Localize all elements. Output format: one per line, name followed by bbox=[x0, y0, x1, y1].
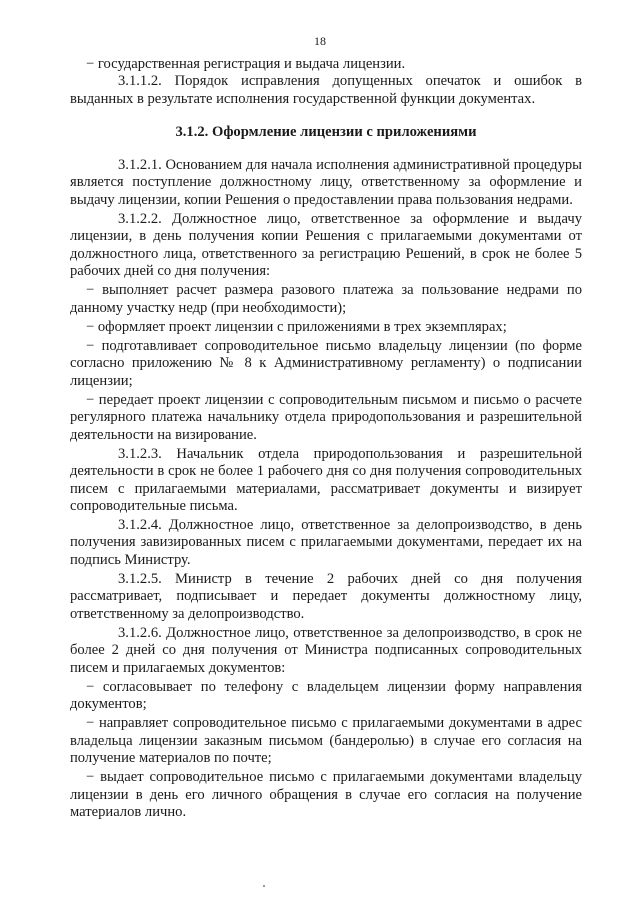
paragraph: 3.1.2.6. Должностное лицо, ответственное за делопроизводство, в срок не более 2 дней со дня получения от Министра подписанных сопроводительных писем и прилагаемых документов: bbox=[70, 624, 582, 676]
list-item: − выполняет расчет размера разового платежа за пользование недрами по данному участку недр (при необходимости); bbox=[70, 282, 582, 316]
section-heading: 3.1.2. Оформление лицензии с приложениями bbox=[175, 123, 477, 140]
list-item: − подготавливает сопроводительное письмо владельцу лицензии (по форме согласно приложению № 8 к Административному регламенту) о подписании лицензии; bbox=[70, 338, 582, 389]
scan-artifact bbox=[263, 885, 265, 887]
list-item: − оформляет проект лицензии с приложениями в трех экземплярах; bbox=[86, 318, 507, 335]
paragraph: 3.1.1.2. Порядок исправления допущенных опечаток и ошибок в выданных в результате исполнения государственной функции документах. bbox=[70, 73, 582, 107]
paragraph: 3.1.2.2. Должностное лицо, ответственное за оформление и выдачу лицензии, в день получения копии Решения с прилагаемыми документами от должностного лица, ответственного за регистрацию Решений, в срок не более 5 рабочих дней со дня получения: bbox=[70, 211, 582, 279]
list-item: − согласовывает по телефону с владельцем лицензии форму направления документов; bbox=[70, 678, 582, 713]
paragraph: 3.1.2.1. Основанием для начала исполнения административной процедуры является поступление должностному лицу, ответственному за оформление и выдачу лицензии, копии Решения о предоставлении права пользования недрами. bbox=[70, 157, 582, 208]
list-item: − государственная регистрация и выдача лицензии. bbox=[86, 56, 406, 72]
list-item: − направляет сопроводительное письмо с прилагаемыми документами в адрес владельца лицензии заказным письмом (бандеролью) в случае его согласия на получение материалов по почте; bbox=[70, 715, 582, 766]
document-body bbox=[70, 56, 582, 821]
paragraph: 3.1.2.3. Начальник отдела природопользования и разрешительной деятельности в срок не более 1 рабочего дня со дня получения сопроводительных писем с прилагаемыми материалами, рассматривает документы и визирует сопроводительные письма. bbox=[70, 445, 582, 514]
paragraph: 3.1.2.5. Министр в течение 2 рабочих дней со дня получения рассматривает, подписывает и передает документы должностному лицу, ответственному за делопроизводство. bbox=[70, 571, 582, 622]
list-item: − выдает сопроводительное письмо с прилагаемыми документами владельцу лицензии в день его личного обращения в случае его согласия на получение материалов лично. bbox=[70, 769, 582, 820]
paragraph: 3.1.2.4. Должностное лицо, ответственное за делопроизводство, в день получения завизированных писем с прилагаемыми документами, передает их на подпись Министру. bbox=[70, 517, 582, 568]
list-item: − передает проект лицензии с сопроводительным письмом и письмо о расчете регулярного платежа начальнику отдела природопользования и разрешительной деятельности на визирование. bbox=[70, 392, 582, 443]
page-number: 18 bbox=[314, 34, 326, 48]
